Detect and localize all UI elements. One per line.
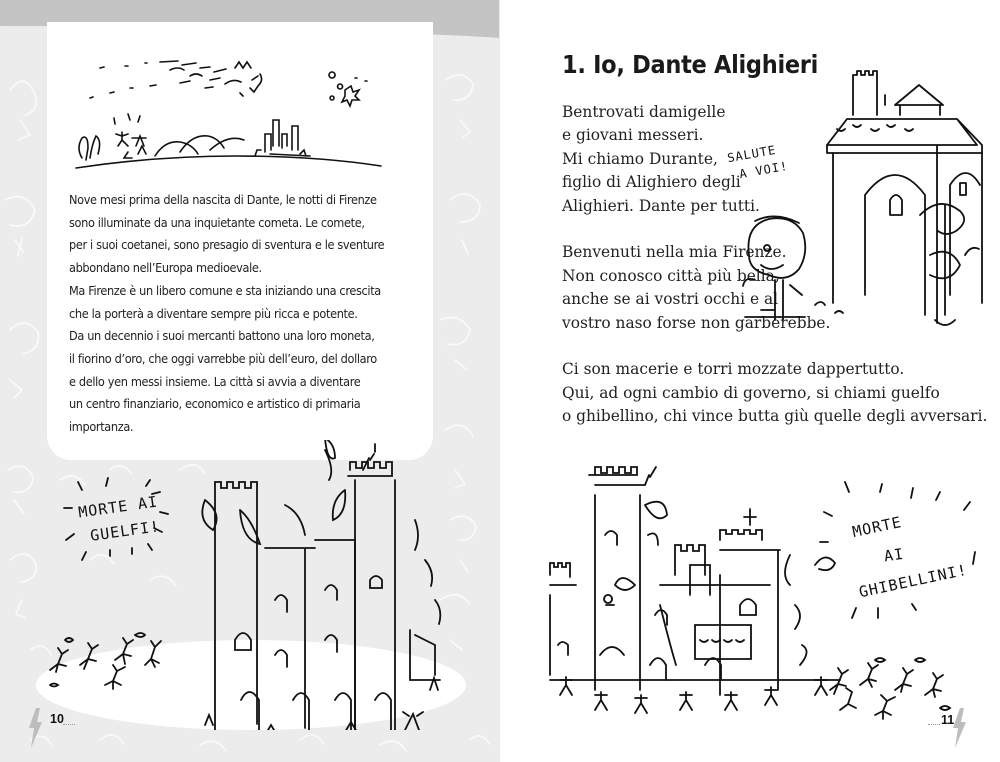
body-line: Mi chiamo Durante, (562, 149, 718, 168)
speech-line: SALUTE (726, 142, 778, 166)
shout-morte-ai-ghibellini (810, 470, 990, 620)
body-line: Non conosco città più bella, (562, 266, 780, 285)
chapter-title: 1. Io, Dante Alighieri (562, 50, 818, 79)
body-line: Alighieri. Dante per tutti. (562, 196, 760, 215)
paragraph-gap (562, 335, 982, 358)
shout-line: MORTE AI (77, 492, 160, 522)
speech-line: A VOI! (738, 158, 790, 182)
shout-line: MORTE (850, 512, 904, 542)
shout-line: GUELFI! (89, 517, 162, 545)
body-line: Ci son macerie e torri mozzate dappertutto. (562, 360, 905, 379)
palace-drawing (725, 55, 990, 335)
shout-rays-icon (60, 470, 180, 565)
body-line: e giovani messeri. (562, 126, 704, 145)
body-line: che la porterà a diventare sempre più ricca e potente. (69, 305, 358, 321)
page-number: 11 (941, 713, 955, 727)
body-line: Da un decennio i suoi mercanti battono una loro moneta, (69, 328, 375, 344)
left-body-text (69, 189, 419, 439)
right-page (500, 0, 1000, 762)
body-line: figlio di Alighiero degli (562, 173, 741, 192)
body-line: e dello yen messi insieme. La città si avvia a diventare (69, 373, 361, 389)
shout-line: AI (882, 544, 906, 566)
body-line: anche se ai vostri occhi e al (562, 290, 779, 309)
body-line: Benvenuti nella mia Firenze. (562, 243, 787, 262)
body-line: per i suoi coetanei, sono presagio di sventura e le sventure (69, 237, 385, 253)
crowd-illustration (820, 650, 960, 730)
lightning-bolt-icon (952, 708, 968, 748)
body-line: o ghibellino, chi vince butta giù quelle degli avversari. (562, 407, 988, 426)
body-line: importanza. (69, 419, 134, 435)
body-line: Bentrovati damigelle (562, 103, 726, 121)
comet-over-florence-illustration (70, 58, 390, 178)
body-line: Nove mesi prima della nascita di Dante, le notti di Firenze (69, 192, 377, 207)
page-number: 10 (50, 712, 64, 726)
page-number-dots (63, 724, 75, 725)
body-line: Qui, ad ogni cambio di governo, si chiami guelfo (562, 383, 940, 402)
body-line: vostro naso forse non garberebbe. (562, 313, 831, 332)
body-line: un centro finanziario, economico e artistico di primaria (69, 396, 361, 412)
body-line: sono illuminate da una inquietante cometa. Le comete, (69, 214, 365, 230)
body-line: Ma Firenze è un libero comune e sta iniziando una crescita (69, 282, 381, 298)
body-line: il fiorino d’oro, che oggi varrebbe più dell’euro, del dollaro (69, 350, 377, 366)
body-line: abbondano nell’Europa medioevale. (69, 260, 262, 276)
dante-at-palace-illustration (725, 55, 990, 335)
lightning-bolt-icon (28, 708, 44, 748)
shout-line: GHIBELLINI! (857, 560, 970, 602)
shout-morte-ai-guelfi (60, 470, 180, 565)
page-number-dots (928, 724, 940, 725)
crowd-illustration (45, 630, 175, 705)
burning-towers-illustration (195, 440, 465, 730)
